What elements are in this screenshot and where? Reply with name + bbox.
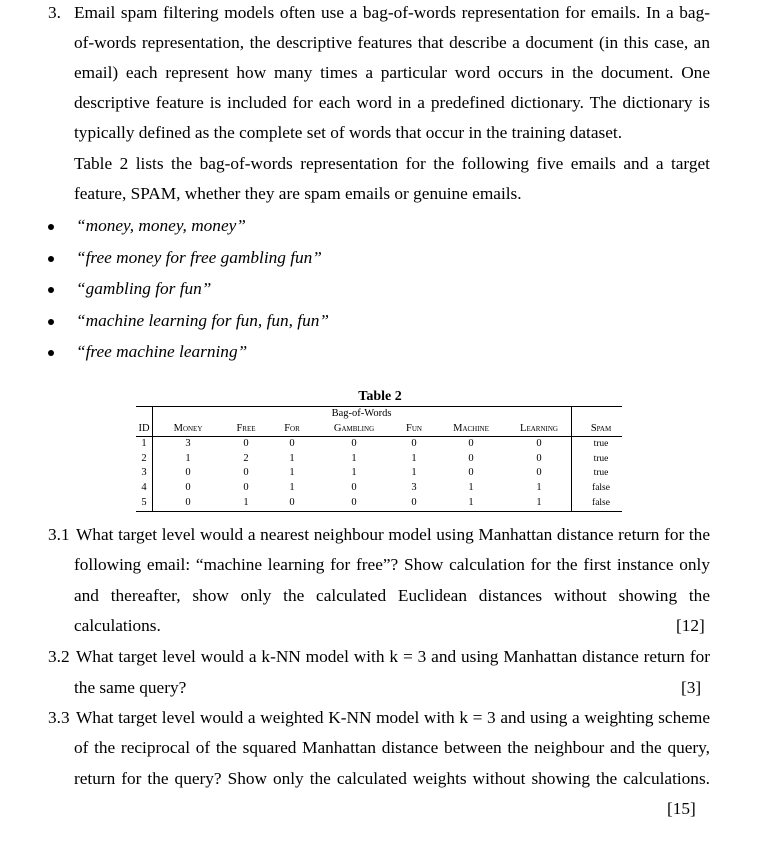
cell-learning: 1 — [536, 497, 542, 508]
cell-gambling: 1 — [351, 453, 357, 464]
subquestion-line: calculations. — [74, 616, 161, 635]
cell-gambling: 0 — [351, 438, 357, 449]
subquestion-line: the same query? — [74, 678, 187, 697]
col-header-machine: Machine — [453, 423, 489, 434]
cell-id: 1 — [141, 438, 147, 449]
intro-line-4: descriptive feature is included for each word in a predefined dictionary. The dictionary is — [74, 93, 710, 112]
col-header-learning: Learning — [520, 423, 558, 434]
subquestion-line: of the reciprocal of the squared Manhattan distance between the neighbour and the query, — [74, 738, 710, 757]
col-header-money: Money — [173, 423, 203, 434]
subquestion-line: following email: “machine learning for free”? Show calculation for the first instance only — [74, 555, 710, 574]
subquestion-line: What target level would a weighted K-NN model with k = 3 and using a weighting scheme — [76, 708, 710, 727]
cell-spam: false — [592, 483, 610, 493]
cell-free: 0 — [243, 438, 249, 449]
bullet-icon — [48, 350, 54, 356]
cell-fun: 1 — [411, 467, 417, 478]
cell-machine: 1 — [468, 482, 474, 493]
cell-money: 0 — [185, 467, 191, 478]
col-header-id: ID — [138, 423, 150, 434]
col-header-free: Free — [236, 423, 256, 434]
cell-spam: true — [593, 454, 609, 464]
cell-for: 1 — [289, 482, 295, 493]
cell-id: 3 — [141, 467, 147, 478]
intro-line-1: Email spam filtering models often use a bag-of-words representation for emails. In a bag- — [74, 3, 710, 22]
intro-line-2: of-words representation, the descriptive features that describe a document (in this case, an — [74, 33, 710, 52]
cell-for: 0 — [289, 497, 295, 508]
col-header-for: For — [284, 423, 300, 434]
table-intro-line-2: feature, SPAM, whether they are spam emails or genuine emails. — [74, 184, 522, 203]
cell-gambling: 1 — [351, 467, 357, 478]
bag-of-words-table — [136, 406, 622, 512]
table-intro-line-1: Table 2 lists the bag-of-words representation for the following five emails and a target — [74, 154, 710, 173]
question-number: 3. — [48, 3, 61, 22]
cell-for: 1 — [289, 467, 295, 478]
cell-free: 0 — [243, 482, 249, 493]
col-header-gambling: Gambling — [333, 423, 375, 434]
cell-id: 2 — [141, 453, 147, 464]
group-header: Bag-of-Words — [331, 408, 392, 419]
cell-machine: 1 — [468, 497, 474, 508]
cell-spam: true — [593, 468, 609, 478]
cell-gambling: 0 — [351, 482, 357, 493]
cell-learning: 0 — [536, 453, 542, 464]
cell-learning: 0 — [536, 438, 542, 449]
cell-free: 1 — [243, 497, 249, 508]
subquestion-line: return for the query? Show only the calculated weights without showing the calculations. — [74, 769, 710, 788]
col-header-spam: Spam — [590, 423, 612, 434]
bullet-icon — [48, 319, 54, 325]
col-header-fun: Fun — [406, 423, 422, 434]
intro-line-5: typically defined as the complete set of words that occur in the training dataset. — [74, 123, 623, 142]
cell-machine: 0 — [468, 438, 474, 449]
table-title: Table 2 — [358, 389, 402, 404]
bullet-icon — [48, 256, 54, 262]
subquestion-line: What target level would a k-NN model with k = 3 and using Manhattan distance return for — [76, 647, 710, 666]
cell-id: 5 — [141, 497, 147, 508]
cell-fun: 0 — [411, 497, 417, 508]
cell-money: 3 — [185, 438, 191, 449]
cell-free: 0 — [243, 467, 249, 478]
intro-line-3: email) each represent how many times a particular word occurs in the document. One — [74, 63, 710, 82]
cell-money: 0 — [185, 482, 191, 493]
marks-label: [3] — [681, 678, 702, 697]
subquestion-number: 3.2 — [48, 647, 70, 666]
marks-label: [15] — [667, 799, 696, 818]
subquestion-line: What target level would a nearest neighbour model using Manhattan distance return for the — [76, 525, 710, 544]
cell-gambling: 0 — [351, 497, 357, 508]
id-column-rule — [152, 406, 153, 512]
bullet-icon — [48, 224, 54, 230]
email-item: “machine learning for fun, fun, fun” — [76, 311, 329, 330]
marks-label: [12] — [676, 616, 705, 635]
table-bottom-rule — [136, 511, 622, 512]
email-item: “free machine learning” — [76, 342, 248, 361]
email-item: “gambling for fun” — [76, 279, 212, 298]
email-item: “free money for free gambling fun” — [76, 248, 322, 267]
subquestion-number: 3.3 — [48, 708, 70, 727]
cell-money: 0 — [185, 497, 191, 508]
cell-fun: 0 — [411, 438, 417, 449]
cell-machine: 0 — [468, 467, 474, 478]
cell-machine: 0 — [468, 453, 474, 464]
cell-fun: 3 — [411, 482, 417, 493]
bullet-icon — [48, 287, 54, 293]
cell-free: 2 — [243, 453, 249, 464]
subquestion-line: and thereafter, show only the calculated Euclidean distances without showing the — [74, 586, 710, 605]
cell-for: 0 — [289, 438, 295, 449]
cell-money: 1 — [185, 453, 191, 464]
cell-learning: 1 — [536, 482, 542, 493]
email-item: “money, money, money” — [76, 216, 246, 235]
subquestion-number: 3.1 — [48, 525, 70, 544]
cell-id: 4 — [141, 482, 147, 493]
cell-fun: 1 — [411, 453, 417, 464]
cell-learning: 0 — [536, 467, 542, 478]
cell-spam: false — [592, 498, 610, 508]
cell-for: 1 — [289, 453, 295, 464]
cell-spam: true — [593, 439, 609, 449]
